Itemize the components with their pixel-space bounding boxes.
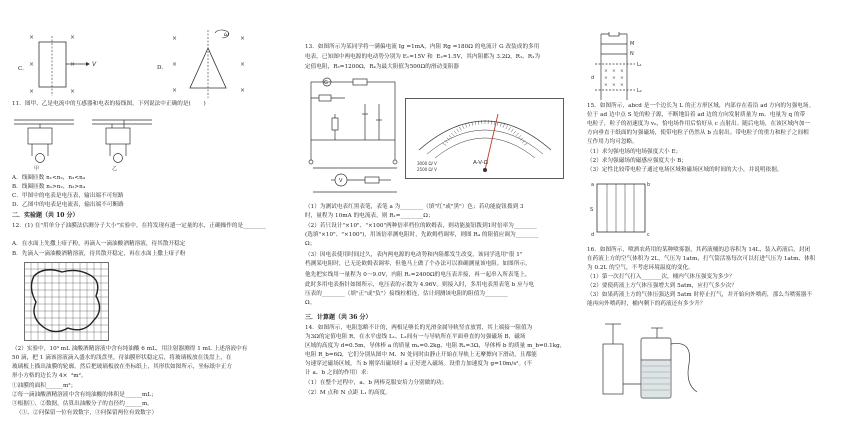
q15-line2: 位于 ad 边中点 S 处的粒子源，不断地沿着 ad 边的方向发射质量为 m、电量为 q 的带 <box>587 112 806 118</box>
svg-text:×: × <box>29 61 35 68</box>
section-3-title: 三．计算题（共 36 分） <box>305 314 372 321</box>
q16-ask3: （3）如果药液上方的气体压强达到 5atm 时停止打气，并开始向外喷药，那么当喷雾器不 <box>587 292 813 298</box>
label-L1: L₁ <box>637 62 642 68</box>
q16-ask2: （2）要使药液上方气体压强增大到 5atm，应打气多少次？ <box>587 283 737 289</box>
square-field-figure <box>587 178 657 240</box>
sprayer-diagram <box>597 314 707 406</box>
q12-part2-line8: （①、②问保留一位有效数字，③问保留两位有效数字） <box>16 410 158 416</box>
q12-part2-line4: 形小方格的边长为 4× ²m²。 <box>12 373 87 379</box>
transformer-diagrams <box>12 110 172 172</box>
svg-text:×: × <box>70 88 76 95</box>
q11-transformer-figures <box>12 110 172 172</box>
svg-text:×: × <box>604 69 608 74</box>
q16-ask1: （1）第一次打气打入_______次，桶内气体压强变为多少？ <box>587 274 735 280</box>
q14-line1: 14．如图所示，电阻忽略不计的，两根足够长的光滑金属导轨竖直放置，其上端接一阻值为 <box>305 325 533 331</box>
column-left <box>12 0 295 442</box>
svg-text:G: G <box>324 80 328 86</box>
q13-part3f: Ω。 <box>305 300 316 306</box>
q12-stem: 12．(1) 在"用单分子油膜法估测分子大小"实验中，在将发现有遗一定量的水，正确操作的是________ <box>12 223 266 229</box>
q13-part3e: 压表的________（填"正"或"负"）接线柱相连，估计到测该电阻的阻值为________ <box>305 291 508 297</box>
q15-ask3: （3）定性比较带电粒子通过电场区域和磁场区域的时间的大小，并说明依据。 <box>587 167 783 173</box>
svg-text:×: × <box>604 76 608 81</box>
voltmeter-label: V <box>339 178 343 184</box>
q12-part2-line5: ①油膜的面积______m²； <box>12 383 77 389</box>
svg-text:×: × <box>172 61 178 68</box>
q14-line7: （1）在整个过程中，a、b 两棒克服安培力分别做的功； <box>305 380 448 386</box>
meter-sub2: 2500 Ω/ V <box>417 167 437 172</box>
svg-text:×: × <box>240 87 246 94</box>
meter-sub1: 3000 Ω/ V <box>417 161 437 166</box>
omega-label: ω <box>224 31 230 38</box>
q16-line1: 16．如图所示，喷洒农药用的某种喷雾器，其药液桶的总容积为 14L，装入药液后，封闭 <box>587 247 811 253</box>
label-N: N <box>630 51 634 57</box>
multimeter-dial-figure <box>405 98 565 180</box>
q11-option-c: C．甲图中的电表是电压表，输出端不可短路 <box>12 193 124 199</box>
q12-part2-line2: 50 滴，把 1 滴该溶液滴入盛水的浅盘里，待油膜形状稳定后，将玻璃板放在浅盘上，在 <box>12 355 232 361</box>
oil-film-grid-figure <box>24 262 110 342</box>
q13-line2: 电表。已知图中两电源的电动势分别为 E₁=15V 和 E₂=1.5V，其内阻都为 3.2Ω，R₁、R₂为 <box>305 54 541 60</box>
label-L2: L₂ <box>637 88 642 94</box>
oil-film-grid <box>24 262 110 342</box>
q14-line3: 区域的高度为 d=0.5m，导体棒 a 的质量 mₐ=0.2kg、电阻 Rₐ=3Ω，导体棒 b 的质量 m_b=0.1kg， <box>305 343 566 349</box>
q13-part2b: (选填"×10"、"×100")，用该倍率测电阻时，先欧姆档调零，则图 R₄ 的阻值应调为________ <box>305 232 539 238</box>
q13-part2: （2）若只设计"×10"、"×100"两种倍率档位的欧姆表，则功能旋钮拨到1时倍率为________ <box>305 223 537 229</box>
rails-diagram <box>587 32 647 102</box>
section-2-title: 二．实验题（共 10 分） <box>12 212 79 219</box>
svg-text:×: × <box>612 83 616 88</box>
figure-option-c <box>18 28 136 100</box>
source-S: S <box>590 207 594 213</box>
svg-text:×: × <box>620 83 624 88</box>
q12-part2-line7: ③根据①、②数据，估算出油酸分子的直径约______m。 <box>12 401 153 407</box>
q15-ask2: （2）求匀强磁场的磁感应强度大小 B； <box>587 158 687 164</box>
voltmeter-circuit <box>311 162 401 198</box>
q13-part3: （3）因电表使用时间过久，表内两电源的电动势和内阻都发生改变，该同学选用"很 1" <box>305 252 523 258</box>
label-M: M <box>630 41 635 47</box>
svg-text:×: × <box>240 35 246 42</box>
svg-text:×: × <box>240 61 246 68</box>
svg-text:×: × <box>70 61 76 68</box>
q11-stem: 11．图甲、乙是电流中的互感器和电表的接线图，下列说法中正确的是( ) <box>12 101 206 107</box>
q14-line4: 电阻 R_b=6Ω，它们分别从图中 M、N 处同时由静止开始在导轨上无摩擦向下滑动，且都能 <box>305 352 537 358</box>
q13-part1: （1）为测试电表红黑表笔，表笔 a 为________（填"红"或"黑"）色；若功能旋钮拨到 3 <box>305 204 524 210</box>
svg-text:×: × <box>604 83 608 88</box>
q12-part2-line6: ②每一滴油酸酒精溶液中含有纯油酸的体积是______mL； <box>12 392 157 398</box>
column-right <box>587 0 853 442</box>
option-c-diagram <box>26 28 136 100</box>
svg-text:×: × <box>29 34 35 41</box>
sprayer-figure <box>597 314 707 406</box>
circuit-diagram <box>305 74 405 168</box>
column-middle <box>305 0 568 442</box>
multimeter-circuit <box>305 74 405 168</box>
q13-part3c: 他先把实线用一量程为 0～9.0V，内阻 Rᵥ=2400Ω的电压表并接，再一起串入所表笔上， <box>305 272 531 278</box>
q14-line8: （2）M 点和 N 点距 L₁ 的高度。 <box>305 390 391 396</box>
q13-line1: 13．如图所示为某同学将一满偏电流 Ig =1mA，内阻 Rg =180Ω 的电流计 G 改装成的多用 <box>305 44 540 50</box>
svg-text:×: × <box>620 69 624 74</box>
option-c-label: C. <box>18 66 24 72</box>
q13-part1b: 时，量程为 10mA 的电流表，则 R₁=________Ω； <box>305 213 434 219</box>
q12-option-b: B．先滴入一滴油酸酒精溶液，待其散开稳定，再在水面上撒上痱子粉 <box>12 251 186 257</box>
q13-part2c: Ω； <box>305 241 316 247</box>
label-d: d <box>591 75 595 81</box>
option-d-label: D. <box>157 65 164 71</box>
svg-text:×: × <box>172 35 178 42</box>
q15-line4: 方向垂直于纸面的匀强磁场，使带电粒子仍然从 b 点射出。带电粒子的重力和粒子之间相 <box>587 130 809 136</box>
q14-line6: 计 a、b 之间的作用）求： <box>305 370 373 376</box>
q12-part2-line3: 玻璃板上描出油膜的轮廓，然后把玻璃板放在坐标纸上，其形状如图所示，坐标纸中正方 <box>12 364 233 370</box>
figure-option-d <box>157 26 272 102</box>
corner-b: b <box>647 182 651 188</box>
svg-text:×: × <box>29 88 35 95</box>
q12-option-a: A．在水面上先撒上痱子粉，再滴入一滴油酸酒精溶液，待其散开稳定 <box>12 241 186 247</box>
q12-part2-line1: （2）实验中，10³ mL 油酸酒精溶液中含有纯油酸 6 mL，用注射器测得 1 mL 上述溶液中有 <box>12 346 248 352</box>
square-field-diagram <box>587 178 657 240</box>
corner-d: d <box>591 232 595 238</box>
svg-text:×: × <box>620 76 624 81</box>
q11-option-d: D．乙图中的电表是电流表，输出端不可断路 <box>12 202 124 208</box>
q14-line2: 为3Ω的定值电阻 R，在水平虚线 L₁、L₂间有一与导轨所在平面垂直的匀强磁场 B，磁场 <box>305 334 526 340</box>
multimeter-dial <box>405 98 565 180</box>
q11-option-b: B．线圈匝数 n₁>n₂，n₃>n₄ <box>12 184 86 190</box>
q13-part3d: 此时多用电表指针如图所示，电压表的示数为 4.96V。则接入时，多用电表黑表笔 b 应与电 <box>305 282 535 288</box>
corner-c: c <box>647 232 650 238</box>
option-d-diagram <box>162 26 272 102</box>
svg-text:×: × <box>612 76 616 81</box>
q16-ask4: 能再向外喷药时，桶内剩下的药液还有多少升？ <box>587 301 706 307</box>
label-jia: 甲 <box>34 166 40 172</box>
svg-text:×: × <box>172 87 178 94</box>
q15-line3: 电粒子，粒子的初速度为 v₀，恰电场作用后恰好从 c 点射出。随后电场，在该区域内加一 <box>587 121 810 127</box>
q16-line3: 为 0.2L 的空气，不考虑环境温度的变化。 <box>587 265 694 271</box>
q15-ask1: （1）求匀强电场的电场强度大小 E； <box>587 149 682 155</box>
rails-figure <box>587 32 647 102</box>
q13-line3: 定值电阻，R₃=1200Ω，R₄为最大阻值为500Ω的滑动变阻器 <box>305 64 460 70</box>
q11-option-a: A．线圈匝数 n₁<n₂，n₃<n₄ <box>12 175 86 181</box>
voltmeter-circuit-diagram <box>311 162 401 198</box>
q13-part3b: 档测某电阻时，已无论欧姆表调零，但他马上做了个办法可以准确测量该电阻。如图所示， <box>305 261 531 267</box>
q16-line2: 在药液上方的空气体积为 2L，气压为 1atm，打气筒活塞每次可以打进气压为 1atm、体积 <box>587 256 816 262</box>
svg-text:×: × <box>70 34 76 41</box>
corner-a: a <box>591 182 595 188</box>
q14-line5: 匀速穿过磁场区域，当 b 刚穿出磁场时 a 正好进入磁场。设重力加速度为 g=10m/s²。(不 <box>305 361 533 367</box>
svg-text:×: × <box>612 69 616 74</box>
velocity-label: V <box>92 61 97 68</box>
q15-line1: 15．如图所示，abcd 是一个边长为 L 的正方形区域，内部存在着沿 ad 方向的匀强电场。 <box>587 103 815 109</box>
meter-label: A-V-Ω <box>473 160 488 166</box>
q15-line5: 互作用力均可忽略。 <box>587 139 638 145</box>
label-yi: 乙 <box>112 166 118 172</box>
